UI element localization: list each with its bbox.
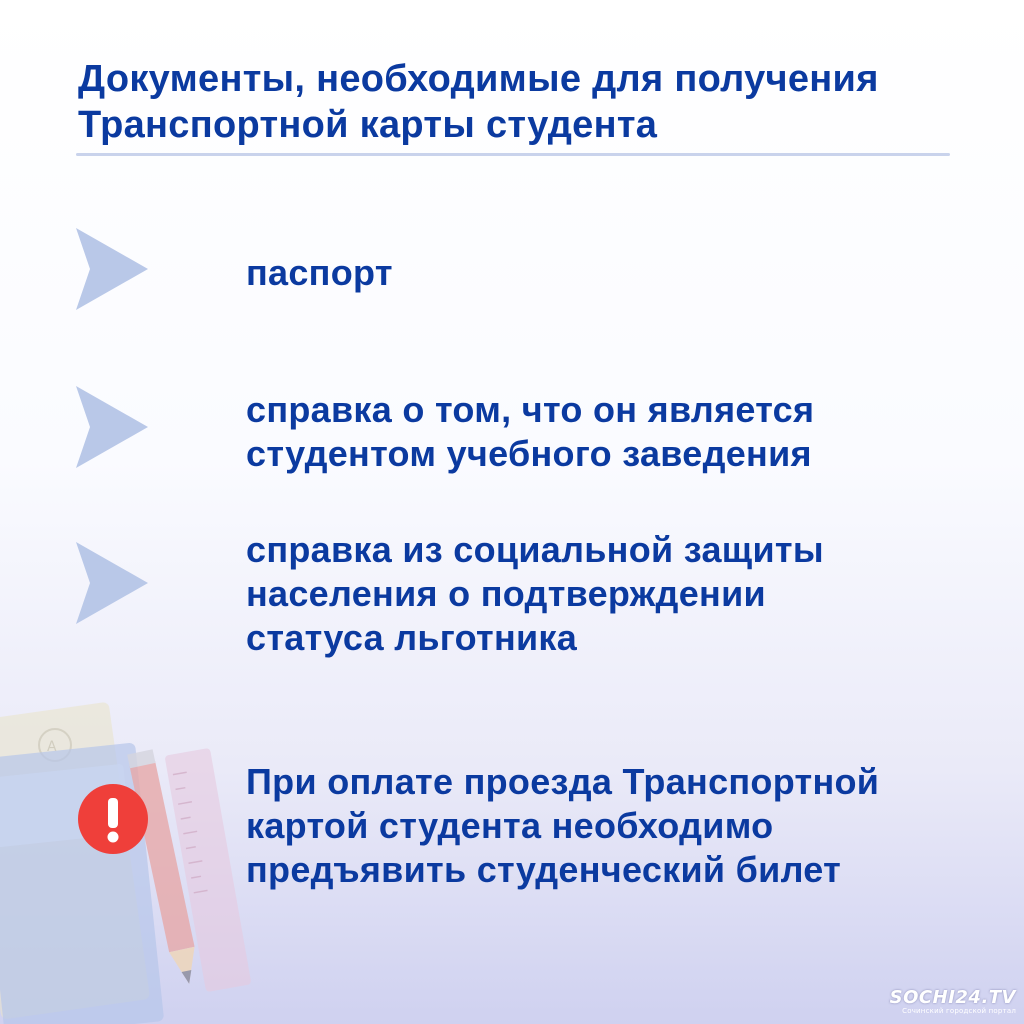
document-item-social-protection-certificate bbox=[246, 528, 986, 660]
page-title-line-2: Транспортной карты студента bbox=[78, 104, 658, 146]
note-line: При оплате проезда Транспортной bbox=[246, 761, 880, 802]
note-line: предъявить студенческий билет bbox=[246, 849, 842, 890]
title-divider bbox=[76, 153, 950, 156]
exclamation-icon bbox=[78, 784, 148, 854]
page-title bbox=[78, 56, 978, 148]
arrow-right-icon bbox=[76, 228, 148, 310]
arrow-right-icon bbox=[76, 542, 148, 624]
document-item-line: справка о том, что он является bbox=[246, 389, 815, 430]
svg-text:A: A bbox=[47, 739, 57, 755]
page-title-line-1: Документы, необходимые для получения bbox=[78, 58, 879, 100]
document-item-line: студентом учебного заведения bbox=[246, 433, 812, 474]
document-item-line: населения о подтверждении bbox=[246, 573, 766, 614]
document-item-line: справка из социальной защиты bbox=[246, 529, 824, 570]
arrow-right-icon bbox=[76, 386, 148, 468]
document-item-line: статуса льготника bbox=[246, 617, 578, 658]
note-line: картой студента необходимо bbox=[246, 805, 774, 846]
document-item-student-certificate bbox=[246, 388, 986, 476]
student-ticket-note bbox=[246, 760, 986, 892]
logo-main-text: SOCHI24.TV bbox=[889, 987, 1016, 1008]
document-item-passport bbox=[246, 251, 986, 295]
sochi24-logo bbox=[890, 989, 1016, 1016]
logo-subtitle: Сочинский городской портал bbox=[902, 1007, 1016, 1015]
document-item-line: паспорт bbox=[246, 252, 393, 293]
